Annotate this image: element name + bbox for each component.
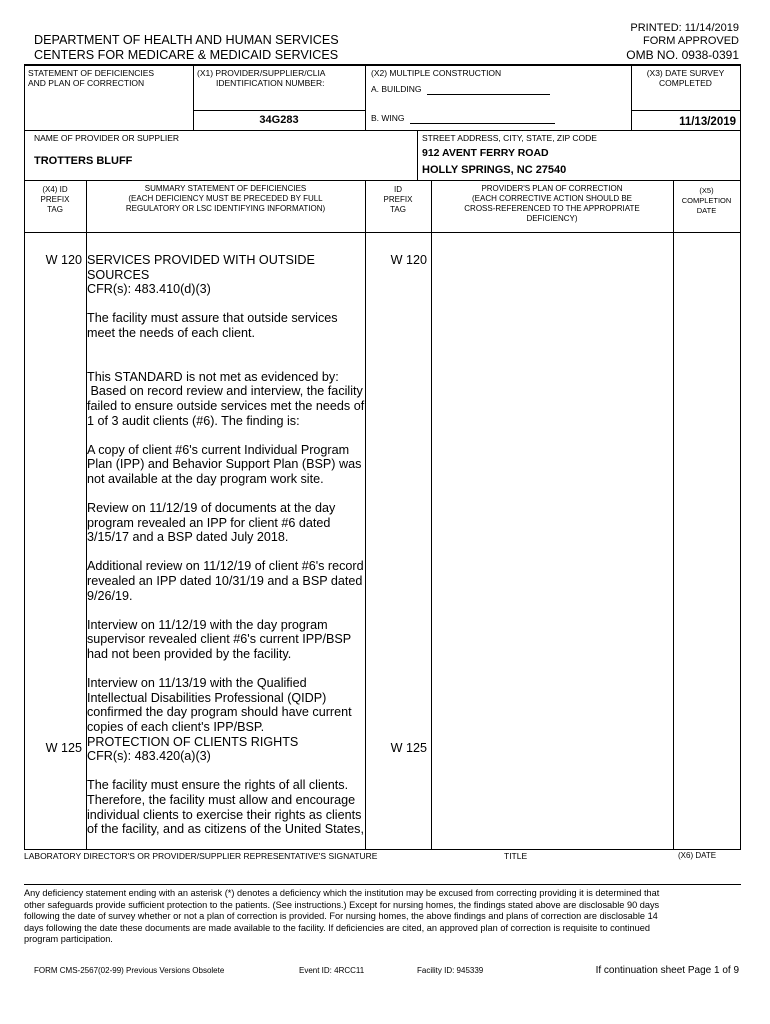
signature-label: LABORATORY DIRECTOR'S OR PROVIDER/SUPPLIER REPRESENTATIVE'S SIGNATURE <box>24 851 378 861</box>
id-prefix-column-header: ID PREFIX TAG <box>383 185 413 214</box>
printed-date: PRINTED: 11/14/2019 <box>630 22 739 34</box>
facility-id: Facility ID: 945339 <box>417 966 484 975</box>
deficiency-id-tag: W 120 <box>390 253 427 267</box>
address-line2: HOLLY SPRINGS, NC 27540 <box>422 164 567 176</box>
x1-label-line1: (X1) PROVIDER/SUPPLIER/CLIA <box>197 68 326 78</box>
department-title-line2: CENTERS FOR MEDICARE & MEDICAID SERVICES <box>34 48 339 62</box>
plan-column-header: PROVIDER'S PLAN OF CORRECTION (EACH CORRECTIVE ACTION SHOULD BE CROSS-REFERENCED TO THE APPROPRIATE DEFICIENCY) <box>464 184 640 223</box>
provider-name: TROTTERS BLUFF <box>34 155 133 167</box>
deficiency-tag: W 125 <box>45 741 82 755</box>
building-label: A. BUILDING <box>371 84 422 94</box>
deficiency-text: SERVICES PROVIDED WITH OUTSIDE SOURCES CFR(s): 483.410(d)(3) The facility must assure that outside services meet the needs of each client. This STANDARD is not met as evidenced by: Based on record review and interview, the facility failed to ensure outside services met the needs of 1 of 3 audit clients (#6). The finding is: A copy of client #6's current Individual Program Plan (IPP) and Behavior Support Plan (BSP) was not available at the day program work site. Review on 11/12/19 of documents at the day program revealed an IPP for client #6 dated 3/15/17 and a BSP dated July 2018. Additional review on 11/12/19 of client #6's record revealed an IPP dated 10/31/19 and a BSP dated 9/26/19. Interview on 11/12/19 with the day program supervisor revealed client #6's current IPP/BSP had not been provided by the facility. Interview on 11/13/19 with the Qualified Intellectual Disabilities Professional (QIDP) confirmed the day program should have current copies of each client's IPP/BSP. PROTECTION OF CLIENTS RIGHTS CFR(s): 483.420(a)(3) The facility must ensure the rights of all clients. Therefore, the facility must allow and encourage individual clients to exercise their rights as clients of the facility, and as citizens of the United States, <box>87 253 365 837</box>
x1-label-line2: IDENTIFICATION NUMBER: <box>216 78 325 88</box>
x3-label-line1: (X3) DATE SURVEY <box>646 68 725 78</box>
signature-date-label: (X6) DATE <box>678 851 717 860</box>
continuation-page: If continuation sheet Page 1 of 9 <box>595 965 739 976</box>
statement-label-line2: AND PLAN OF CORRECTION <box>28 78 145 88</box>
department-title-line1: DEPARTMENT OF HEALTH AND HUMAN SERVICES <box>34 33 339 47</box>
provider-id-number: 34G283 <box>259 114 299 126</box>
wing-label: B. WING <box>371 113 405 123</box>
deficiency-tag: W 120 <box>45 253 82 267</box>
wing-field <box>410 123 555 124</box>
disclosure-notice: Any deficiency statement ending with an asterisk (*) denotes a deficiency which the institution may be excused from correcting providing it is determined that other safeguards provide sufficient protection to the patients. (See instructions.) Except for nursing homes, the findings stated above are disclosable 90 days following the date of survey whether or not a plan of correction is provided. For nursing homes, the above findings and plans of correction are disclosable 14 days following the date these documents are made available to the facility. If deficiencies are cited, an approved plan of correction is requisite to continued program participation. <box>24 888 660 945</box>
x3-label-line2: COMPLETED <box>659 78 712 88</box>
summary-column-header: SUMMARY STATEMENT OF DEFICIENCIES (EACH DEFICIENCY MUST BE PRECEDED BY FULL REGULATORY OR LSC IDENTIFYING INFORMATION) <box>125 184 326 213</box>
x2-label: (X2) MULTIPLE CONSTRUCTION <box>371 68 502 78</box>
address-label: STREET ADDRESS, CITY, STATE, ZIP CODE <box>422 133 597 143</box>
deficiency-id-tag: W 125 <box>390 741 427 755</box>
x4-column-header: (X4) ID PREFIX TAG <box>40 185 70 214</box>
title-label: TITLE <box>504 851 528 861</box>
form-id: FORM CMS-2567(02-99) Previous Versions Obsolete <box>34 966 225 975</box>
provider-name-label: NAME OF PROVIDER OR SUPPLIER <box>34 133 179 143</box>
building-field <box>427 94 550 95</box>
omb-number: OMB NO. 0938-0391 <box>626 48 739 62</box>
address-line1: 912 AVENT FERRY ROAD <box>422 147 549 159</box>
x5-column-header: (X5) COMPLETION DATE <box>681 186 732 215</box>
statement-label-line1: STATEMENT OF DEFICIENCIES <box>28 68 155 78</box>
form-approved-label: FORM APPROVED <box>643 35 739 47</box>
event-id: Event ID: 4RCC11 <box>299 966 365 975</box>
survey-completed-date: 11/13/2019 <box>679 116 736 128</box>
